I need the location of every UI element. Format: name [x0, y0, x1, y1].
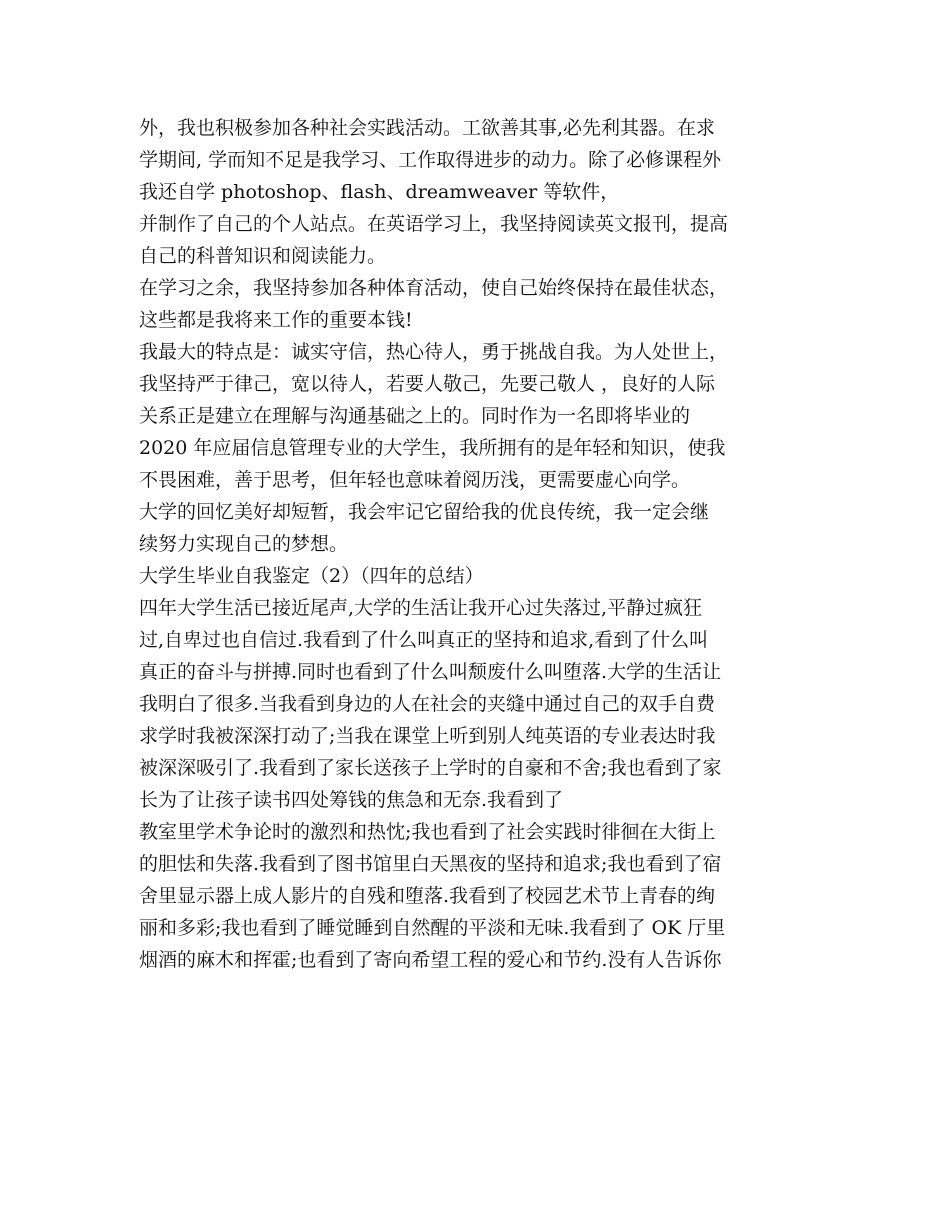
text-line: 在学习之余，我坚持参加各种体育活动，使自己始终保持在最佳状态，	[139, 277, 729, 299]
text-line: 外，我也积极参加各种社会实践活动。工欲善其事,必先利其器。在求	[139, 117, 716, 139]
text-line: 不畏困难，善于思考，但年轻也意味着阅历浅，更需要虚心向学。	[139, 469, 691, 491]
text-line: 我最大的特点是：诚实守信，热心待人，勇于挑战自我。为人处世上，	[139, 341, 729, 363]
text-line: 大学的回忆美好却短暂，我会牢记它留给我的优良传统，我一定会继	[139, 501, 710, 523]
text-line: 这些都是我将来工作的重要本钱!	[139, 309, 413, 331]
text-line: 自己的科普知识和阅读能力。	[139, 245, 387, 267]
text-line: 过,自卑过也自信过.我看到了什么叫真正的坚持和追求,看到了什么叫	[139, 629, 709, 651]
text-line: 丽和多彩;我也看到了睡觉睡到自然醒的平淡和无味.我看到了 OK 厅里	[139, 917, 726, 939]
text-line: 续努力实现自己的梦想。	[139, 533, 349, 555]
text-line: 真正的奋斗与拼搏.同时也看到了什么叫颓废什么叫堕落.大学的生活让	[139, 661, 722, 683]
text-line: 关系正是建立在理解与沟通基础之上的。同时作为一名即将毕业的	[139, 405, 691, 427]
text-line: 学期间, 学而知不足是我学习、工作取得进步的动力。除了必修课程外	[139, 149, 722, 171]
section-heading: 大学生毕业自我鉴定（2）（四年的总结）	[139, 565, 484, 587]
text-line: 我坚持严于律己，宽以待人，若要人敬己，先要己敬人 ，良好的人际	[139, 373, 716, 395]
body-text	[139, 112, 839, 976]
text-line: 求学时我被深深打动了;当我在课堂上听到别人纯英语的专业表达时我	[139, 725, 716, 747]
text-line: 长为了让孩子读书四处筹钱的焦急和无奈.我看到了	[139, 789, 564, 811]
text-line: 并制作了自己的个人站点。在英语学习上，我坚持阅读英文报刊，提高	[139, 213, 729, 235]
text-line: 四年大学生活已接近尾声,大学的生活让我开心过失落过,平静过疯狂	[139, 597, 703, 619]
text-line: 的胆怯和失落.我看到了图书馆里白天黑夜的坚持和追求;我也看到了宿	[139, 853, 722, 875]
text-line: 我明白了很多.当我看到身边的人在社会的夹缝中通过自己的双手自费	[139, 693, 716, 715]
text-line: 被深深吸引了.我看到了家长送孩子上学时的自豪和不舍;我也看到了家	[139, 757, 722, 779]
text-line: 烟酒的麻木和挥霍;也看到了寄向希望工程的爱心和节约.没有人告诉你	[139, 949, 722, 971]
text-line: 教室里学术争论时的激烈和热忱;我也看到了社会实践时徘徊在大街上	[139, 821, 716, 843]
text-line: 舍里显示器上成人影片的自残和堕落.我看到了校园艺术节上青春的绚	[139, 885, 716, 907]
text-line: 我还自学 photoshop、flash、dreamweaver 等软件，	[139, 181, 620, 203]
text-line: 2020 年应届信息管理专业的大学生，我所拥有的是年轻和知识，使我	[139, 437, 726, 459]
